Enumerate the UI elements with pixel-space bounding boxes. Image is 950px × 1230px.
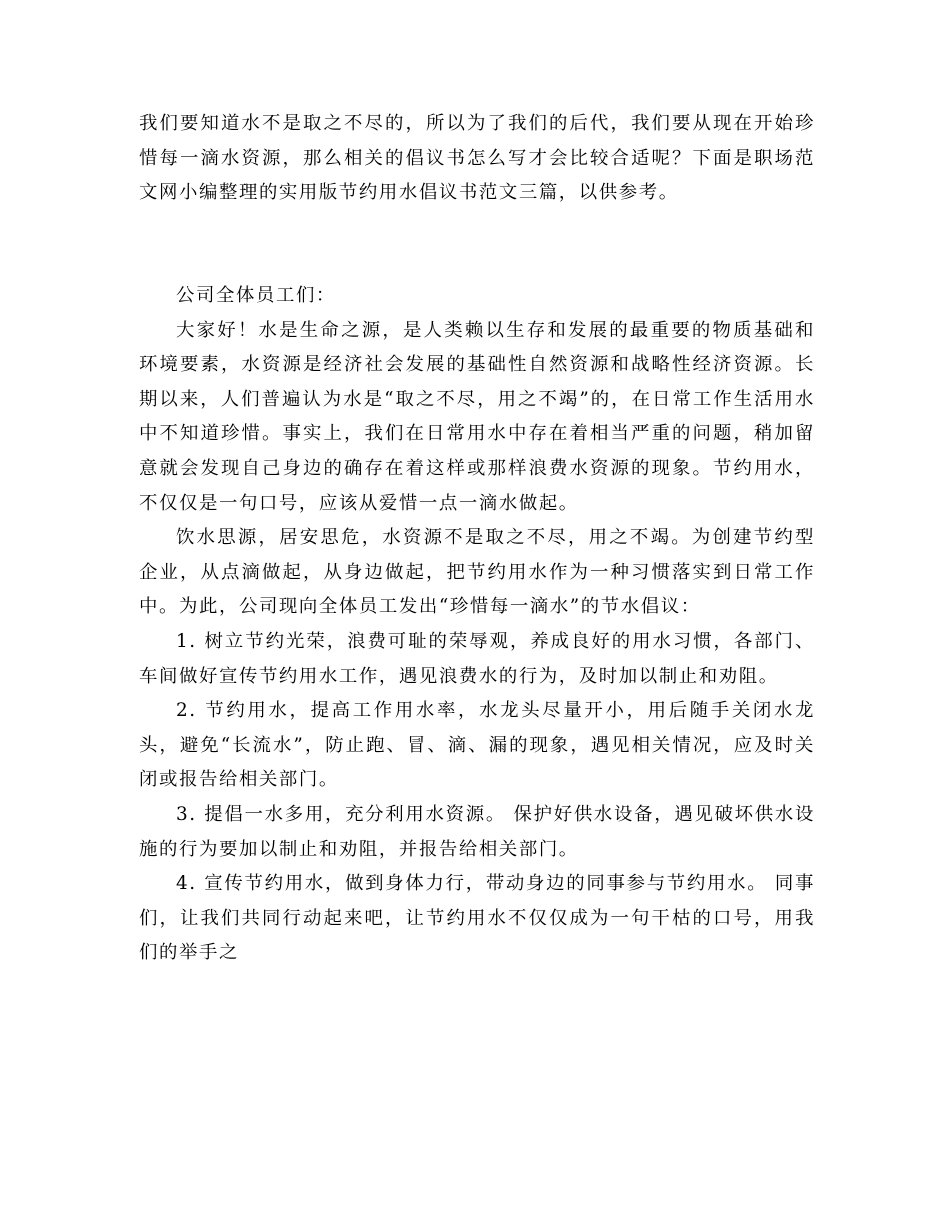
letter-paragraph-1: 大家好！水是生命之源，是人类赖以生存和发展的最重要的物质基础和环境要素，水资源是经济社会发展的基础性自然资源和战略性经济资源。长期以来，人们普遍认为水是“取之不尽，用之不竭”的，在日常工作生活用水中不知道珍惜。事实上，我们在日常用水中存在着相当严重的问题，稍加留意就会发现自己身边的确存在着这样或那样浪费水资源的现象。节约用水，不仅仅是一句口号，应该从爱惜一点一滴水做起。	[139, 319, 815, 514]
letter-paragraph-2: 饮水思源，居安思危，水资源不是取之不尽，用之不竭。为创建节约型企业，从点滴做起，从身边做起，把节约用水作为一种习惯落实到日常工作中。为此，公司现向全体员工发出“珍惜每一滴水”的节水倡议：	[139, 527, 815, 618]
letter-item-3: 3. 提倡一水多用，充分利用水资源。 保护好供水设备，遇见破坏供水设施的行为要加以制止和劝阻，并报告给相关部门。	[139, 803, 815, 860]
letter-salutation: 公司全体员工们：	[176, 285, 336, 306]
letter-item-1: 1. 树立节约光荣，浪费可耻的荣辱观，养成良好的用水习惯，各部门、车间做好宣传节约用水工作，遇见浪费水的行为，及时加以制止和劝阻。	[139, 630, 815, 687]
letter-section	[139, 279, 815, 971]
intro-paragraph: 我们要知道水不是取之不尽的，所以为了我们的后代，我们要从现在开始珍惜每一滴水资源，那么相关的倡议书怎么写才会比较合适呢？下面是职场范文网小编整理的实用版节约用水倡议书范文三篇，以供参考。	[139, 113, 815, 204]
letter-item-2: 2. 节约用水，提高工作用水率，水龙头尽量开小，用后随手关闭水龙头，避免“长流水”，防止跑、冒、滴、漏的现象，遇见相关情况，应及时关闭或报告给相关部门。	[139, 700, 815, 791]
intro-section	[139, 107, 815, 211]
letter-item-4: 4. 宣传节约用水，做到身体力行，带动身边的同事参与节约用水。 同事们，让我们共同行动起来吧，让节约用水不仅仅成为一句干枯的口号，用我们的举手之	[139, 873, 815, 964]
